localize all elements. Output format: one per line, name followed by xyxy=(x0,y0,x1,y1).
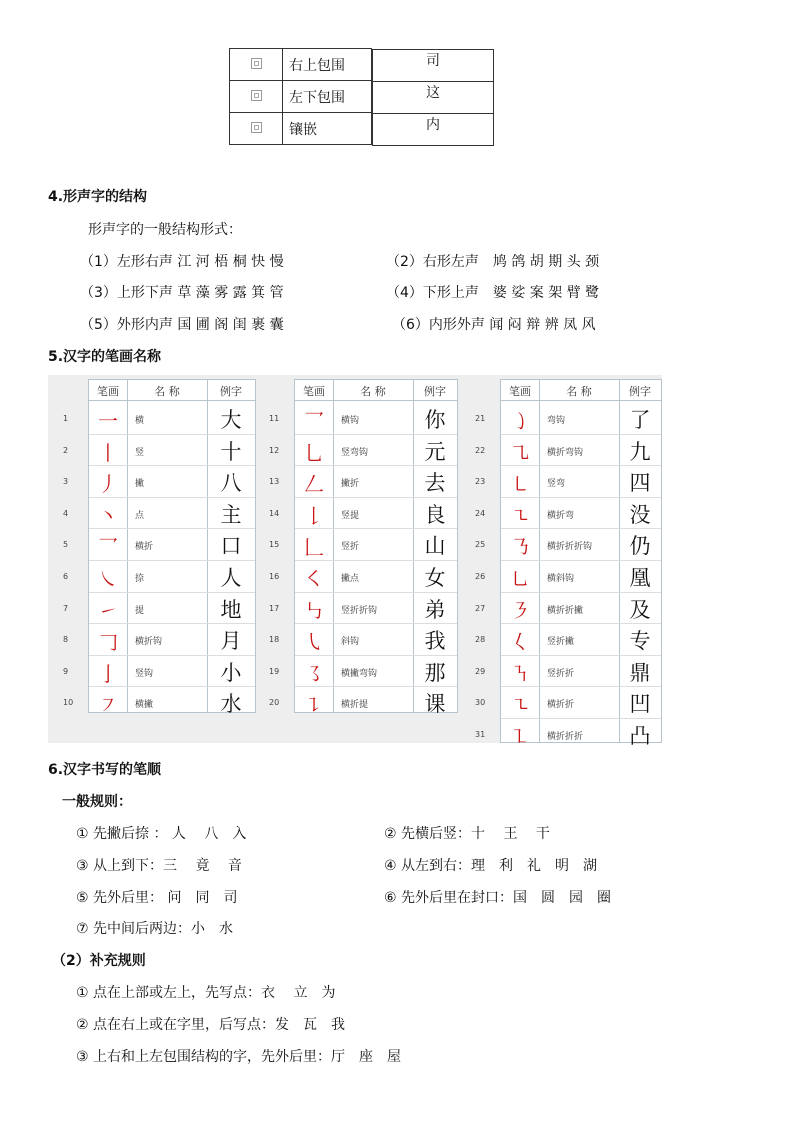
list-item: ⑥ 先外后里在封口：国 圆 园 圈 xyxy=(384,890,612,906)
list-item: ③ 从上到下：三 竟 音 xyxy=(76,858,242,874)
structure-example: 内 xyxy=(372,113,494,146)
embedded-structure-icon xyxy=(251,122,262,133)
stroke-glyph: 丶 xyxy=(98,503,118,528)
list-item: （5）外形内声 国 圃 阁 闺 裹 囊 xyxy=(80,317,284,333)
lower-left-enclosure-icon xyxy=(251,90,262,101)
stroke-number: 4 xyxy=(63,508,69,518)
row-divider xyxy=(89,592,255,593)
list-item: ② 点在右上或在字里，后写点：发 瓦 我 xyxy=(76,1017,345,1033)
stroke-column-header: 笔画 xyxy=(509,385,531,398)
stroke-glyph: ㇄ xyxy=(510,472,530,497)
list-item: ① 先撇后捺 ： 人 八 入 xyxy=(76,826,247,842)
list-item: （1）左形右声 江 河 梧 桐 快 慢 xyxy=(80,254,284,270)
list-item: （2）右形左声 鸠 鸽 胡 期 头 颈 xyxy=(386,254,600,270)
section4-title: 4.形声字的结构 xyxy=(48,189,148,205)
row-divider xyxy=(295,686,457,687)
stroke-glyph: ㇛ xyxy=(304,567,324,591)
stroke-name: 横斜钩 xyxy=(547,574,575,584)
stroke-number: 28 xyxy=(475,635,486,645)
example-column-header: 例字 xyxy=(424,385,446,398)
structure-example: 这 xyxy=(372,81,494,114)
stroke-name: 横 xyxy=(135,416,145,426)
stroke-number: 13 xyxy=(269,477,280,487)
stroke-name: 斜钩 xyxy=(341,637,360,648)
example-character: 女 xyxy=(424,566,446,590)
stroke-glyph: ㇡ xyxy=(510,535,530,560)
row-divider xyxy=(295,465,457,466)
stroke-glyph: 亅 xyxy=(98,661,118,686)
general-rules-title: 一般规则： xyxy=(62,794,132,810)
stroke-number: 17 xyxy=(269,603,280,613)
stroke-name: 竖折 xyxy=(341,542,360,553)
stroke-name: 竖弯钩 xyxy=(341,447,369,458)
stroke-glyph: 乚 xyxy=(304,440,324,465)
structure-example: 司 xyxy=(372,49,494,82)
example-character: 八 xyxy=(220,471,242,496)
example-character: 小 xyxy=(220,660,242,685)
stroke-glyph: ㇌ xyxy=(304,661,324,686)
stroke-name: 竖弯 xyxy=(547,479,566,490)
list-item: ③ 上右和上左包围结构的字，先外后里：厅 座 屋 xyxy=(76,1049,401,1065)
row-divider xyxy=(501,592,661,593)
example-character: 十 xyxy=(220,439,242,464)
example-character: 课 xyxy=(424,692,446,717)
example-character: 鼎 xyxy=(629,660,651,685)
example-character: 及 xyxy=(629,597,651,622)
row-divider xyxy=(89,434,255,435)
stroke-glyph: 丨 xyxy=(98,440,118,465)
stroke-number: 7 xyxy=(63,603,69,613)
stroke-name: 撇折 xyxy=(341,479,360,490)
stroke-name: 弯钩 xyxy=(547,416,566,426)
stroke-table-header xyxy=(89,380,255,401)
stroke-number: 24 xyxy=(475,508,486,518)
stroke-glyph: 𠃋 xyxy=(304,472,324,497)
stroke-number: 31 xyxy=(475,730,486,739)
stroke-glyph: 乛 xyxy=(98,535,118,560)
stroke-name: 竖提 xyxy=(341,510,360,521)
row-divider xyxy=(295,434,457,435)
stroke-name: 横撇弯钩 xyxy=(341,668,378,679)
stroke-number: 15 xyxy=(269,540,280,550)
stroke-number: 20 xyxy=(269,698,280,708)
section4-intro: 形声字的一般结构形式： xyxy=(88,222,242,238)
stroke-number: 18 xyxy=(269,635,280,645)
example-character: 良 xyxy=(424,502,446,527)
stroke-glyph: ㇈ xyxy=(510,440,530,465)
example-character: 水 xyxy=(220,692,242,717)
example-character: 凹 xyxy=(629,692,651,717)
example-character: 去 xyxy=(424,471,446,496)
example-character: 月 xyxy=(220,629,242,654)
stroke-name: 横折折撇 xyxy=(547,605,584,616)
list-item: （3）上形下声 草 藻 雾 露 箕 管 xyxy=(80,285,284,301)
stroke-name: 点 xyxy=(135,510,145,521)
stroke-name: 竖折折钩 xyxy=(341,605,378,616)
stroke-glyph: 丿 xyxy=(98,472,118,497)
stroke-number: 29 xyxy=(475,666,486,676)
structure-name: 镶嵌 xyxy=(283,113,372,145)
row-divider xyxy=(501,686,661,687)
example-character: 人 xyxy=(220,566,242,590)
stroke-name: 提 xyxy=(135,605,145,616)
stroke-glyph: ㇏ xyxy=(98,567,118,591)
row-divider xyxy=(89,528,255,529)
stroke-name: 横撇 xyxy=(135,700,154,711)
stroke-number: 30 xyxy=(475,698,486,708)
structure-name: 右上包围 xyxy=(283,49,372,81)
example-character: 元 xyxy=(424,439,446,464)
example-character: 大 xyxy=(220,408,242,432)
row-divider xyxy=(501,465,661,466)
name-column-header: 名 称 xyxy=(566,385,592,398)
stroke-glyph: ㇍ xyxy=(510,503,530,528)
stroke-glyph: 𠃌 xyxy=(98,630,118,655)
stroke-name: 横折钩 xyxy=(135,637,163,648)
example-character: 口 xyxy=(220,534,242,559)
row-divider xyxy=(501,528,661,529)
row-divider xyxy=(295,655,457,656)
stroke-number: 19 xyxy=(269,666,280,676)
stroke-glyph: ㇎ xyxy=(510,661,530,686)
stroke-glyph: ㇋ xyxy=(510,598,530,623)
name-column-header: 名 称 xyxy=(360,385,386,398)
stroke-glyph: 乛 xyxy=(304,409,324,433)
stroke-number: 12 xyxy=(269,445,280,455)
stroke-number: 14 xyxy=(269,508,280,518)
example-character: 凸 xyxy=(629,724,651,748)
stroke-name: 竖 xyxy=(135,447,145,458)
name-column-header: 名 称 xyxy=(154,385,180,398)
stroke-number: 27 xyxy=(475,603,486,613)
row-divider xyxy=(295,623,457,624)
row-divider xyxy=(89,655,255,656)
stroke-glyph: ㇁ xyxy=(510,409,530,433)
stroke-name: 横钩 xyxy=(341,416,360,426)
row-divider xyxy=(295,592,457,593)
row-divider xyxy=(89,560,255,561)
stroke-table-3 xyxy=(475,379,662,749)
row-divider xyxy=(89,623,255,624)
stroke-number: 8 xyxy=(63,635,69,645)
stroke-number: 10 xyxy=(63,698,74,708)
upper-right-enclosure-icon xyxy=(251,58,262,69)
stroke-name: 竖折折 xyxy=(547,668,575,679)
stroke-glyph: ㇀ xyxy=(98,598,118,623)
stroke-glyph: 𡿨 xyxy=(510,630,530,655)
stroke-glyph: ㇂ xyxy=(304,630,324,655)
stroke-number: 5 xyxy=(63,540,69,550)
row-divider xyxy=(295,528,457,529)
stroke-number: 6 xyxy=(63,572,69,581)
row-divider xyxy=(501,434,661,435)
example-character: 了 xyxy=(629,408,651,432)
row-divider xyxy=(501,718,661,719)
stroke-name: 横折提 xyxy=(341,700,369,711)
table-row xyxy=(230,113,373,145)
stroke-number: 16 xyxy=(269,572,280,581)
stroke-glyph: 𠄌 xyxy=(304,503,324,528)
stroke-number: 26 xyxy=(475,572,486,581)
example-character: 九 xyxy=(629,439,651,464)
stroke-number: 2 xyxy=(63,445,69,455)
row-divider xyxy=(89,465,255,466)
stroke-glyph: 𠃊 xyxy=(304,535,324,560)
stroke-number: 9 xyxy=(63,666,69,676)
supplementary-rules-title: （2）补充规则 xyxy=(52,953,146,969)
stroke-name: 横折折折钩 xyxy=(547,542,593,553)
example-column-header: 例字 xyxy=(220,385,242,398)
column-divider xyxy=(127,380,128,712)
stroke-name: 撇点 xyxy=(341,574,360,584)
example-column-header: 例字 xyxy=(629,385,651,398)
stroke-glyph: ㇟ xyxy=(510,567,530,591)
stroke-name: 捺 xyxy=(135,574,145,584)
stroke-name: 横折折折 xyxy=(547,732,584,742)
stroke-glyph: ㇊ xyxy=(304,693,324,718)
example-character: 那 xyxy=(424,660,446,685)
stroke-glyph: ㇇ xyxy=(98,693,118,718)
stroke-glyph: ㇉ xyxy=(304,598,324,623)
stroke-number: 25 xyxy=(475,540,486,550)
stroke-name: 竖折撇 xyxy=(547,637,575,648)
stroke-number: 1 xyxy=(63,414,69,423)
stroke-glyph: 一 xyxy=(98,409,118,433)
column-divider xyxy=(333,380,334,712)
stroke-table-1 xyxy=(63,379,256,718)
example-character: 弟 xyxy=(424,597,446,622)
stroke-column-header: 笔画 xyxy=(97,385,119,398)
list-item: ① 点在上部或左上，先写点：衣 立 为 xyxy=(76,985,336,1001)
stroke-name: 横折弯钩 xyxy=(547,447,584,458)
section6-title: 6.汉字书写的笔顺 xyxy=(48,762,162,778)
example-character: 仍 xyxy=(629,534,651,559)
example-character: 凰 xyxy=(629,566,651,590)
list-item: ② 先横后竖：十 王 干 xyxy=(384,826,550,842)
list-item: ⑦ 先中间后两边：小 水 xyxy=(76,921,234,937)
row-divider xyxy=(501,560,661,561)
example-character: 你 xyxy=(424,408,446,432)
stroke-number: 21 xyxy=(475,414,486,423)
stroke-names-figure xyxy=(48,375,662,749)
stroke-glyph: ㇍ xyxy=(510,693,530,718)
stroke-number: 11 xyxy=(269,414,280,423)
section5-title: 5.汉字的笔画名称 xyxy=(48,349,162,365)
example-character: 主 xyxy=(220,502,242,527)
stroke-name: 竖钩 xyxy=(135,668,154,679)
example-character: 四 xyxy=(629,471,651,496)
row-divider xyxy=(295,560,457,561)
example-character: 专 xyxy=(629,629,651,654)
stroke-name: 撇 xyxy=(135,479,145,490)
stroke-table-2 xyxy=(269,379,458,718)
table-row xyxy=(230,81,373,113)
example-character: 山 xyxy=(424,534,446,559)
stroke-glyph: ㇅ xyxy=(510,725,530,749)
example-character: 地 xyxy=(220,597,242,622)
structure-name: 左下包围 xyxy=(283,81,372,113)
table-row xyxy=(230,49,373,81)
structure-table xyxy=(229,48,440,145)
stroke-name: 横折 xyxy=(135,542,154,553)
list-item: ⑤ 先外后里： 问 同 司 xyxy=(76,890,238,906)
list-item: （6）内形外声 闻 闷 辩 辨 凤 风 xyxy=(392,317,596,333)
stroke-name: 横折折 xyxy=(547,700,575,711)
row-divider xyxy=(501,655,661,656)
row-divider xyxy=(89,497,255,498)
stroke-name: 横折弯 xyxy=(547,510,575,521)
stroke-number: 3 xyxy=(63,477,69,487)
stroke-number: 22 xyxy=(475,445,486,455)
stroke-number: 23 xyxy=(475,477,486,487)
stroke-table-header xyxy=(501,380,661,401)
example-character: 我 xyxy=(424,629,446,654)
stroke-table-header xyxy=(295,380,457,401)
stroke-column-header: 笔画 xyxy=(303,385,325,398)
example-character: 没 xyxy=(629,502,651,527)
row-divider xyxy=(295,497,457,498)
row-divider xyxy=(501,623,661,624)
list-item: ④ 从左到右：理 利 礼 明 湖 xyxy=(384,858,598,874)
list-item: （4）下形上声 婆 娑 案 架 臂 鹭 xyxy=(386,285,600,301)
row-divider xyxy=(89,686,255,687)
row-divider xyxy=(501,497,661,498)
